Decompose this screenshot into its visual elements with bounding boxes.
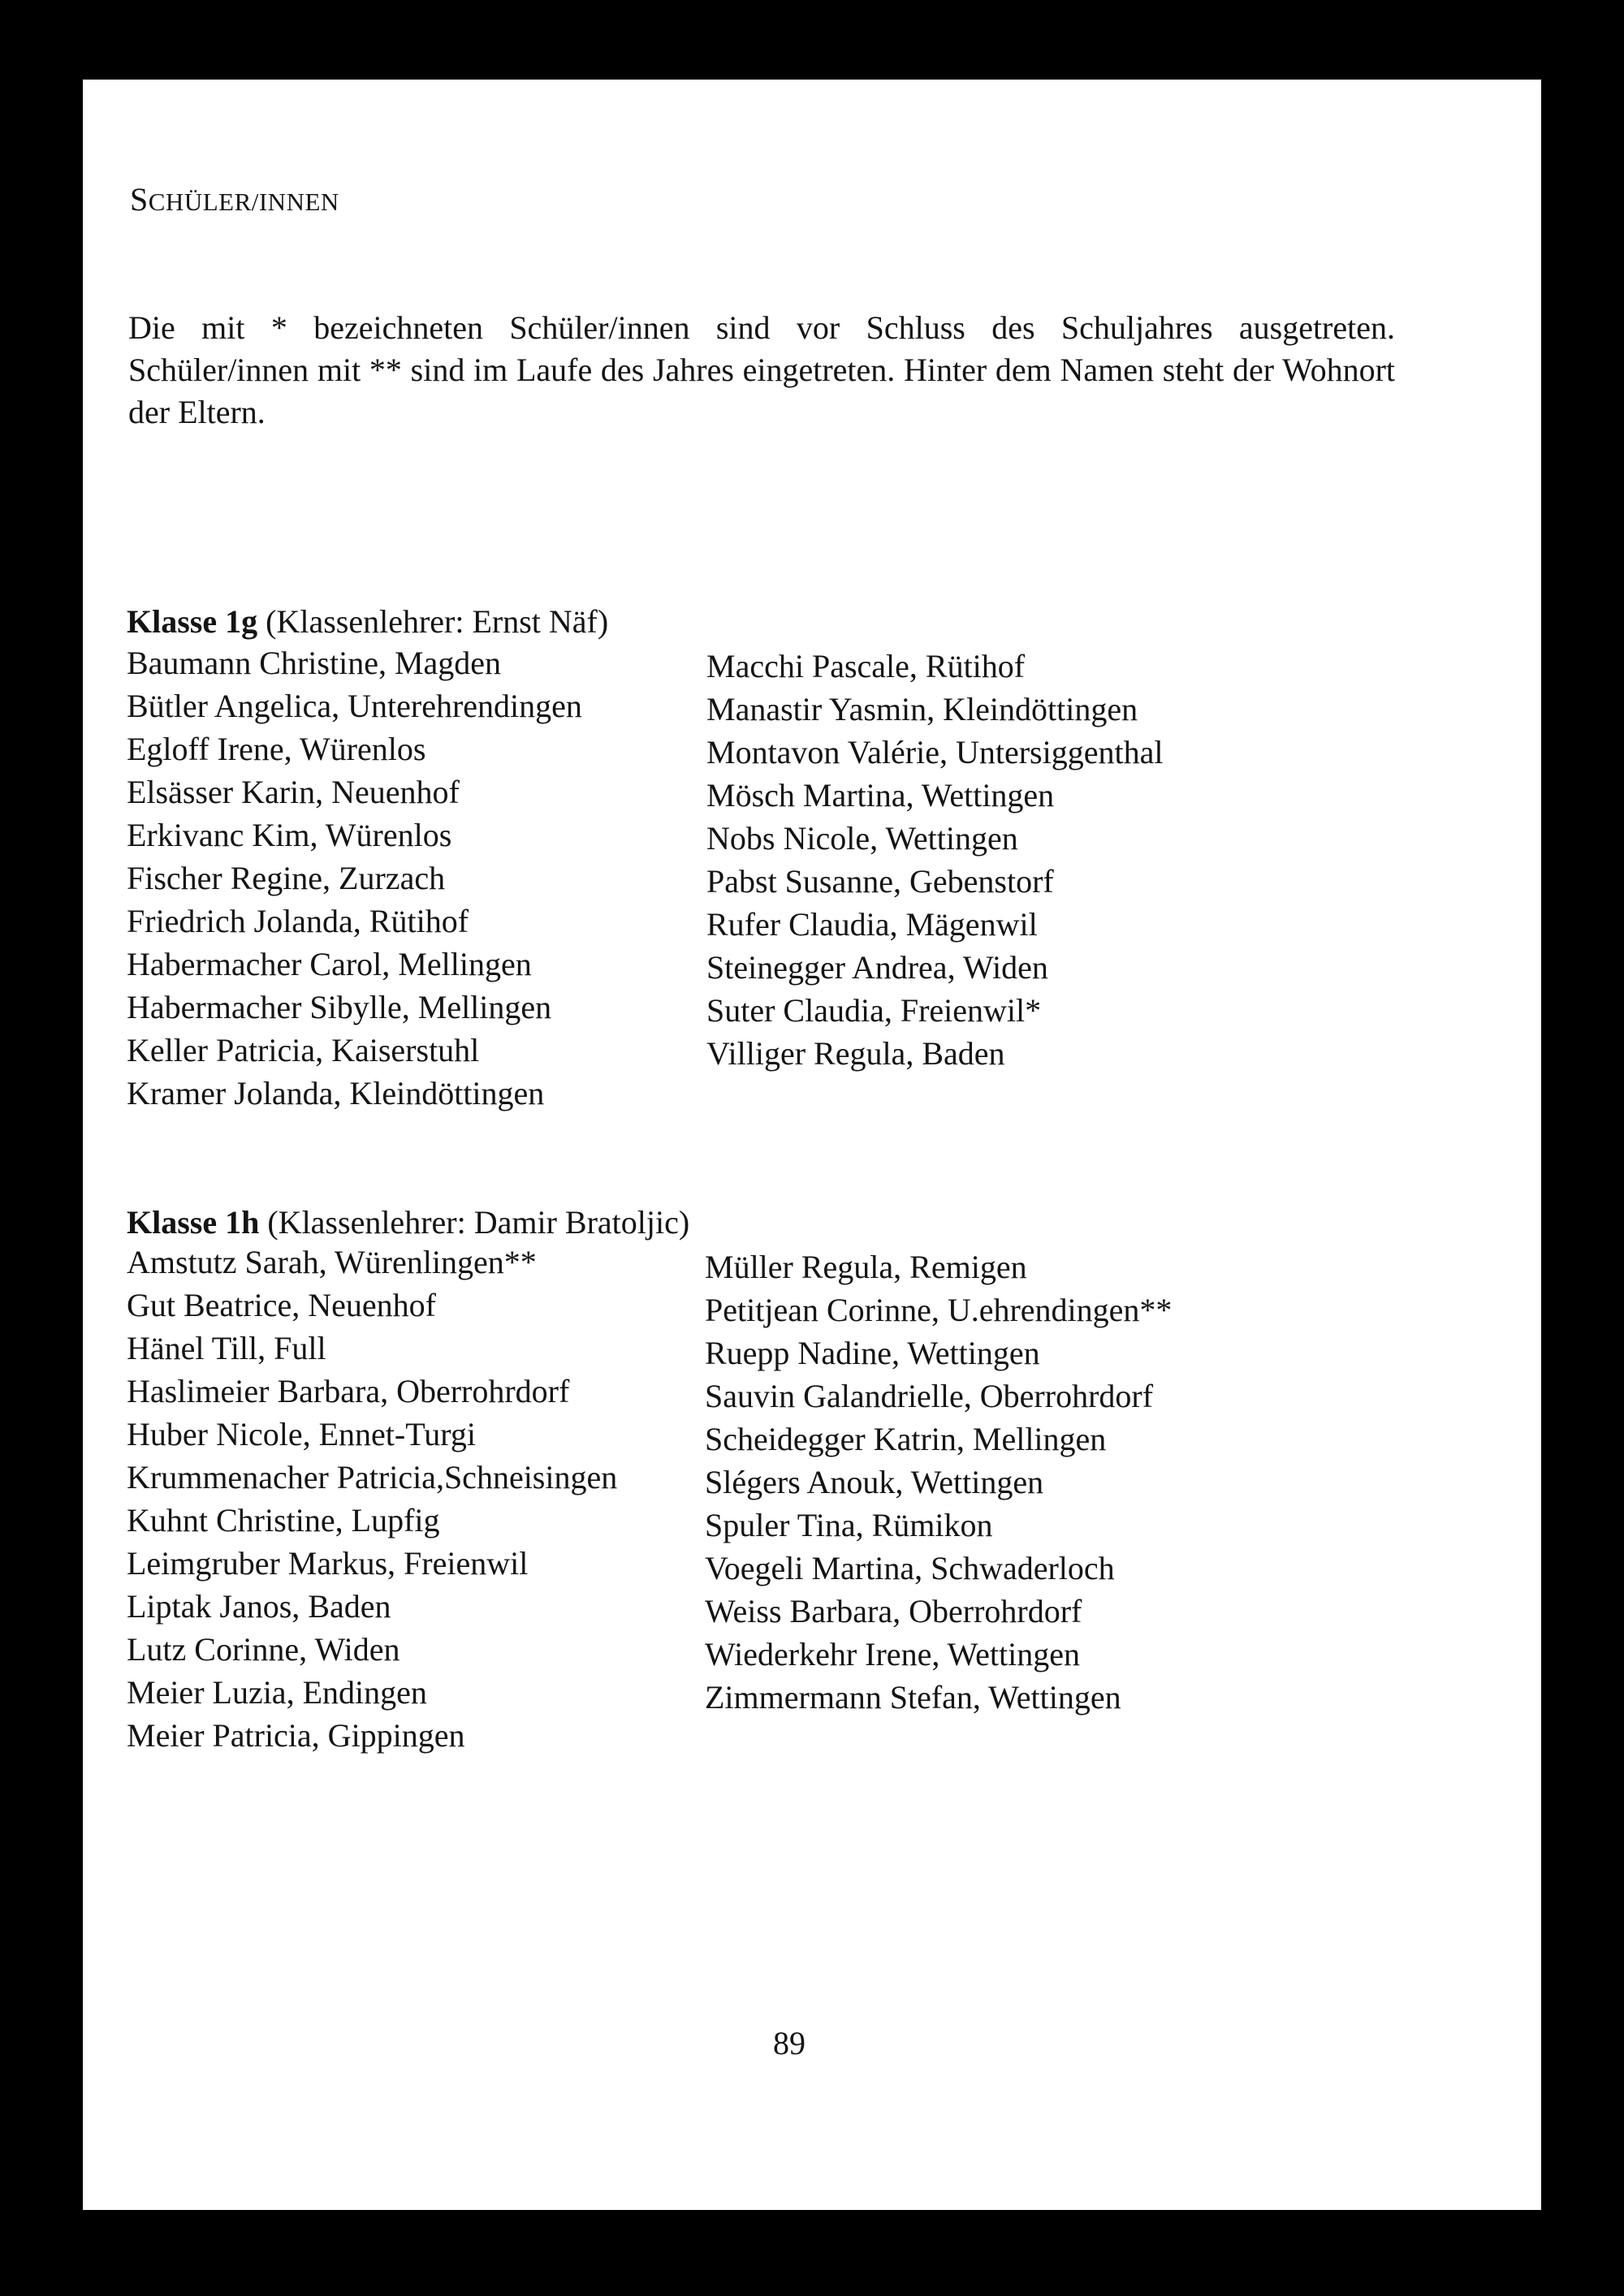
student-entry: Weiss Barbara, Oberrohrdorf	[705, 1593, 1082, 1629]
student-entry: Nobs Nicole, Wettingen	[706, 820, 1018, 857]
student-entry: Suter Claudia, Freienwil*	[706, 992, 1042, 1029]
student-entry: Friedrich Jolanda, Rütihof	[127, 903, 469, 939]
student-entry: Steinegger Andrea, Widen	[706, 949, 1048, 986]
klasse-1g-teacher: (Klassenlehrer: Ernst Näf)	[266, 603, 609, 640]
student-entry: Haslimeier Barbara, Oberrohrdorf	[127, 1373, 570, 1409]
student-entry: Habermacher Carol, Mellingen	[127, 946, 532, 982]
intro-text: Die mit * bezeichneten Schüler/innen sind vor Schluss des Schuljahres ausgetreten. Schüler/innen mit ** sind im Laufe des Jahres eingetreten. Hinter dem Namen steht der Wohnort der Eltern.	[128, 309, 1395, 430]
student-entry: Baumann Christine, Magden	[127, 645, 502, 681]
heading-rest: CHÜLER/INNEN	[148, 188, 339, 216]
student-entry: Zimmermann Stefan, Wettingen	[705, 1679, 1121, 1716]
student-entry: Wiederkehr Irene, Wettingen	[705, 1636, 1080, 1672]
student-entry: Meier Luzia, Endingen	[127, 1674, 427, 1711]
klasse-1h-columns	[127, 1244, 1410, 1812]
student-entry: Villiger Regula, Baden	[706, 1035, 1005, 1072]
student-entry: Egloff Irene, Würenlos	[127, 731, 426, 767]
student-entry: Mösch Martina, Wettingen	[706, 777, 1055, 814]
klasse-1g-title	[127, 601, 1410, 643]
student-entry: Spuler Tina, Rümikon	[705, 1507, 993, 1543]
student-entry: Leimgruber Markus, Freienwil	[127, 1545, 529, 1582]
student-entry: Kuhnt Christine, Lupfig	[127, 1502, 440, 1539]
student-entry: Keller Patricia, Kaiserstuhl	[127, 1032, 480, 1068]
student-entry: Ruepp Nadine, Wettingen	[705, 1335, 1040, 1371]
student-entry: Kramer Jolanda, Kleindöttingen	[127, 1075, 545, 1111]
student-entry: Pabst Susanne, Gebenstorf	[706, 863, 1054, 900]
student-entry: Slégers Anouk, Wettingen	[705, 1464, 1044, 1500]
student-entry: Fischer Regine, Zurzach	[127, 860, 446, 896]
klasse-1h-right-list	[705, 1245, 1172, 1719]
student-entry: Sauvin Galandrielle, Oberrohrdorf	[705, 1378, 1154, 1414]
student-entry: Macchi Pascale, Rütihof	[706, 648, 1026, 684]
page-number-text: 89	[773, 2025, 806, 2061]
klasse-1g-right-list	[706, 645, 1163, 1075]
student-entry: Erkivanc Kim, Würenlos	[127, 817, 452, 853]
klasse-1g-columns	[127, 643, 1410, 1211]
student-entry: Krummenacher Patricia,Schneisingen	[127, 1459, 618, 1495]
student-entry: Bütler Angelica, Unterehrendingen	[127, 688, 582, 724]
student-entry: Scheidegger Katrin, Mellingen	[705, 1421, 1107, 1457]
student-entry: Elsässer Karin, Neuenhof	[127, 774, 460, 810]
student-entry: Huber Nicole, Ennet-Turgi	[127, 1416, 476, 1452]
intro-paragraph	[128, 307, 1395, 434]
student-entry: Manastir Yasmin, Kleindöttingen	[706, 691, 1138, 727]
klasse-1g-section	[127, 601, 1410, 1211]
student-entry: Hänel Till, Full	[127, 1330, 326, 1366]
student-entry: Voegeli Martina, Schwaderloch	[705, 1550, 1115, 1586]
klasse-1h-title	[127, 1202, 1410, 1244]
page-number	[0, 2024, 1624, 2062]
student-entry: Meier Patricia, Gippingen	[127, 1717, 465, 1754]
klasse-1h-left-list	[127, 1241, 617, 1757]
student-entry: Gut Beatrice, Neuenhof	[127, 1287, 436, 1323]
klasse-1h-section	[127, 1202, 1410, 1812]
student-entry: Montavon Valérie, Untersiggenthal	[706, 734, 1164, 770]
student-entry: Liptak Janos, Baden	[127, 1588, 391, 1625]
klasse-1g-left-list	[127, 641, 582, 1115]
klasse-1h-teacher: (Klassenlehrer: Damir Bratoljic)	[267, 1204, 690, 1241]
section-heading	[130, 180, 339, 218]
student-entry: Müller Regula, Remigen	[705, 1249, 1027, 1285]
heading-initial: S	[130, 181, 149, 218]
klasse-1g-label: Klasse 1g	[127, 603, 258, 640]
student-entry: Habermacher Sibylle, Mellingen	[127, 989, 552, 1025]
klasse-1h-label: Klasse 1h	[127, 1204, 260, 1241]
student-entry: Rufer Claudia, Mägenwil	[706, 906, 1038, 943]
student-entry: Amstutz Sarah, Würenlingen**	[127, 1244, 537, 1280]
student-entry: Lutz Corinne, Widen	[127, 1631, 400, 1668]
student-entry: Petitjean Corinne, U.ehrendingen**	[705, 1292, 1173, 1328]
